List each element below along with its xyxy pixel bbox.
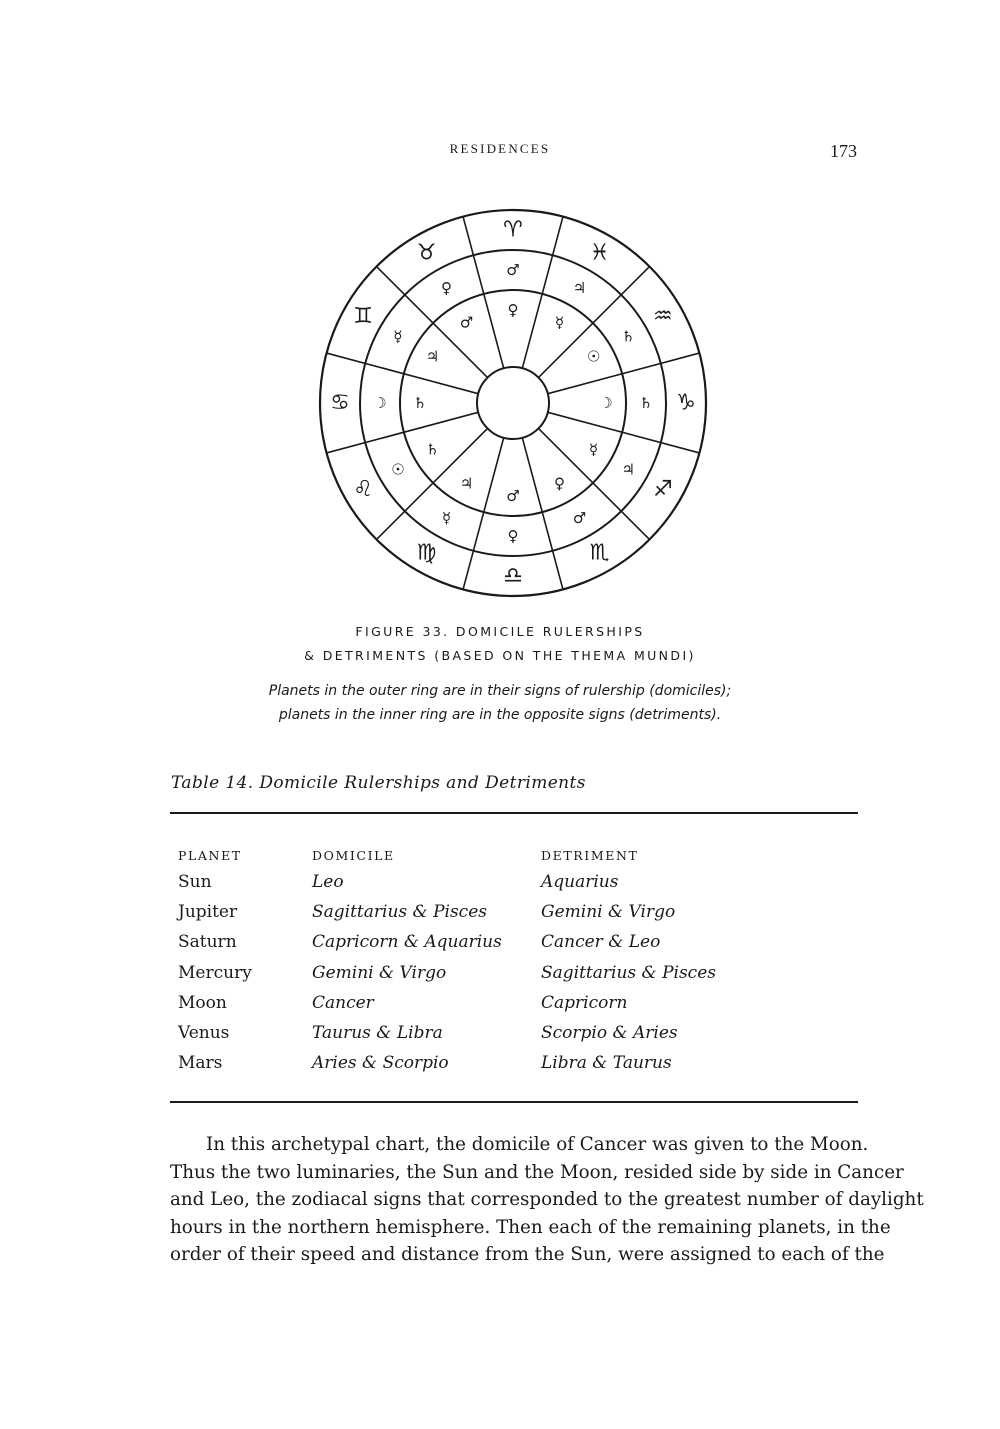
detriment-cell: Sagittarius & Pisces: [541, 962, 716, 983]
detriment-cell: Gemini & Virgo: [541, 902, 676, 923]
detriment-planet-glyph: ♂: [459, 313, 474, 332]
planet-cell: Sun: [178, 872, 212, 892]
zodiac-sign-glyph: ♓: [589, 240, 610, 266]
planet-cell: Saturn: [178, 932, 237, 953]
domicile-planet-glyph: ♃: [572, 278, 587, 297]
thema-mundi-wheel: [318, 208, 708, 598]
detriment-cell: Aquarius: [541, 872, 619, 892]
detriment-planet-glyph: ☿: [554, 313, 565, 332]
column-header-detriment: DETRIMENT: [541, 848, 639, 863]
zodiac-sign-glyph: ♋: [330, 390, 350, 416]
detriment-planet-glyph: ♀: [554, 474, 565, 493]
planet-cell: Jupiter: [178, 902, 238, 923]
domicile-cell: Aries & Scorpio: [312, 1053, 449, 1074]
zodiac-sign-glyph: ♑: [676, 390, 696, 416]
body-paragraph: [170, 1131, 924, 1269]
domicile-planet-glyph: ♄: [621, 327, 635, 346]
domicile-cell: Taurus & Libra: [312, 1023, 443, 1043]
detriment-planet-glyph: ☉: [586, 347, 601, 366]
wheel-spoke: [548, 412, 700, 453]
zodiac-sign-glyph: ♍: [416, 540, 437, 566]
domicile-planet-glyph: ♂: [506, 261, 520, 279]
detriment-planet-glyph: ♂: [506, 487, 520, 505]
running-head: RESIDENCES: [449, 141, 551, 156]
figure-note-line-1: Planets in the outer ring are in their signs of rulership (domiciles);: [268, 683, 732, 699]
wheel-spoke: [548, 353, 700, 394]
domicile-planet-glyph: ☉: [391, 460, 405, 479]
wheel-spoke: [463, 438, 504, 590]
zodiac-sign-glyph: ♏: [589, 540, 610, 566]
table-top-rule: [170, 812, 858, 814]
table-bottom-rule: [170, 1101, 858, 1103]
detriment-planet-glyph: ♄: [413, 394, 427, 412]
figure-note-line-2: planets in the inner ring are in the opposite signs (detriments).: [278, 707, 722, 723]
figure-caption-line-1: FIGURE 33. DOMICILE RULERSHIPS: [355, 624, 645, 639]
domicile-planet-glyph: ☿: [441, 509, 452, 528]
planet-cell: Mercury: [178, 962, 252, 983]
wheel-spoke: [327, 353, 479, 394]
planet-cell: Moon: [178, 992, 227, 1013]
wheel-spoke: [327, 412, 479, 453]
paragraph-line: Thus the two luminaries, the Sun and the Moon, resided side by side in Cancer: [170, 1161, 904, 1183]
domicile-cell: Sagittarius & Pisces: [312, 902, 487, 923]
detriment-planet-glyph: ♀: [507, 301, 519, 319]
detriment-planet-glyph: ☽: [599, 394, 613, 412]
domicile-planet-glyph: ♄: [639, 394, 653, 412]
detriment-planet-glyph: ☿: [588, 440, 599, 459]
domicile-cell: Gemini & Virgo: [312, 962, 447, 983]
wheel-spoke: [463, 217, 504, 369]
domicile-cell: Cancer: [312, 992, 374, 1013]
detriment-cell: Libra & Taurus: [541, 1053, 672, 1074]
wheel-spoke: [522, 217, 563, 369]
detriment-cell: Scorpio & Aries: [541, 1023, 678, 1043]
domicile-planet-glyph: ♀: [441, 278, 452, 297]
figure-caption-line-2: & DETRIMENTS (BASED ON THE THEMA MUNDI): [304, 648, 696, 663]
domicile-planet-glyph: ☿: [393, 327, 403, 346]
paragraph-line: hours in the northern hemisphere. Then each of the remaining planets, in the: [170, 1216, 891, 1238]
paragraph-line: and Leo, the zodiacal signs that corresponded to the greatest number of daylight: [170, 1189, 924, 1211]
zodiac-sign-glyph: ♐: [652, 477, 673, 502]
domicile-cell: Capricorn & Aquarius: [312, 932, 502, 953]
planet-cell: Mars: [178, 1053, 223, 1074]
detriment-planet-glyph: ♄: [425, 440, 440, 459]
domicile-planet-glyph: ☽: [373, 394, 387, 412]
domicile-cell: Leo: [312, 872, 344, 892]
detriment-planet-glyph: ♃: [425, 347, 440, 366]
zodiac-sign-glyph: ♊: [353, 304, 374, 329]
detriment-cell: Cancer & Leo: [541, 932, 661, 953]
zodiac-sign-glyph: ♉: [416, 240, 437, 266]
page-number: 173: [830, 141, 857, 161]
zodiac-sign-glyph: ♈: [503, 217, 523, 243]
column-header-planet: PLANET: [178, 848, 242, 863]
column-header-domicile: DOMICILE: [312, 848, 395, 863]
planet-cell: Venus: [178, 1023, 230, 1043]
domicile-planet-glyph: ♂: [572, 509, 587, 528]
detriment-cell: Capricorn: [541, 992, 628, 1013]
paragraph-line: In this archetypal chart, the domicile of Cancer was given to the Moon.: [206, 1134, 869, 1155]
detriment-planet-glyph: ♃: [459, 474, 474, 493]
domicile-planet-glyph: ♀: [507, 527, 519, 545]
zodiac-sign-glyph: ♎: [503, 563, 523, 589]
table-title: Table 14. Domicile Rulerships and Detriments: [171, 773, 586, 793]
zodiac-sign-glyph: ♒: [652, 304, 673, 329]
paragraph-line: order of their speed and distance from the Sun, were assigned to each of the: [170, 1244, 885, 1266]
zodiac-sign-glyph: ♌: [353, 477, 374, 502]
wheel-spoke: [522, 438, 563, 590]
domicile-planet-glyph: ♃: [621, 460, 635, 479]
